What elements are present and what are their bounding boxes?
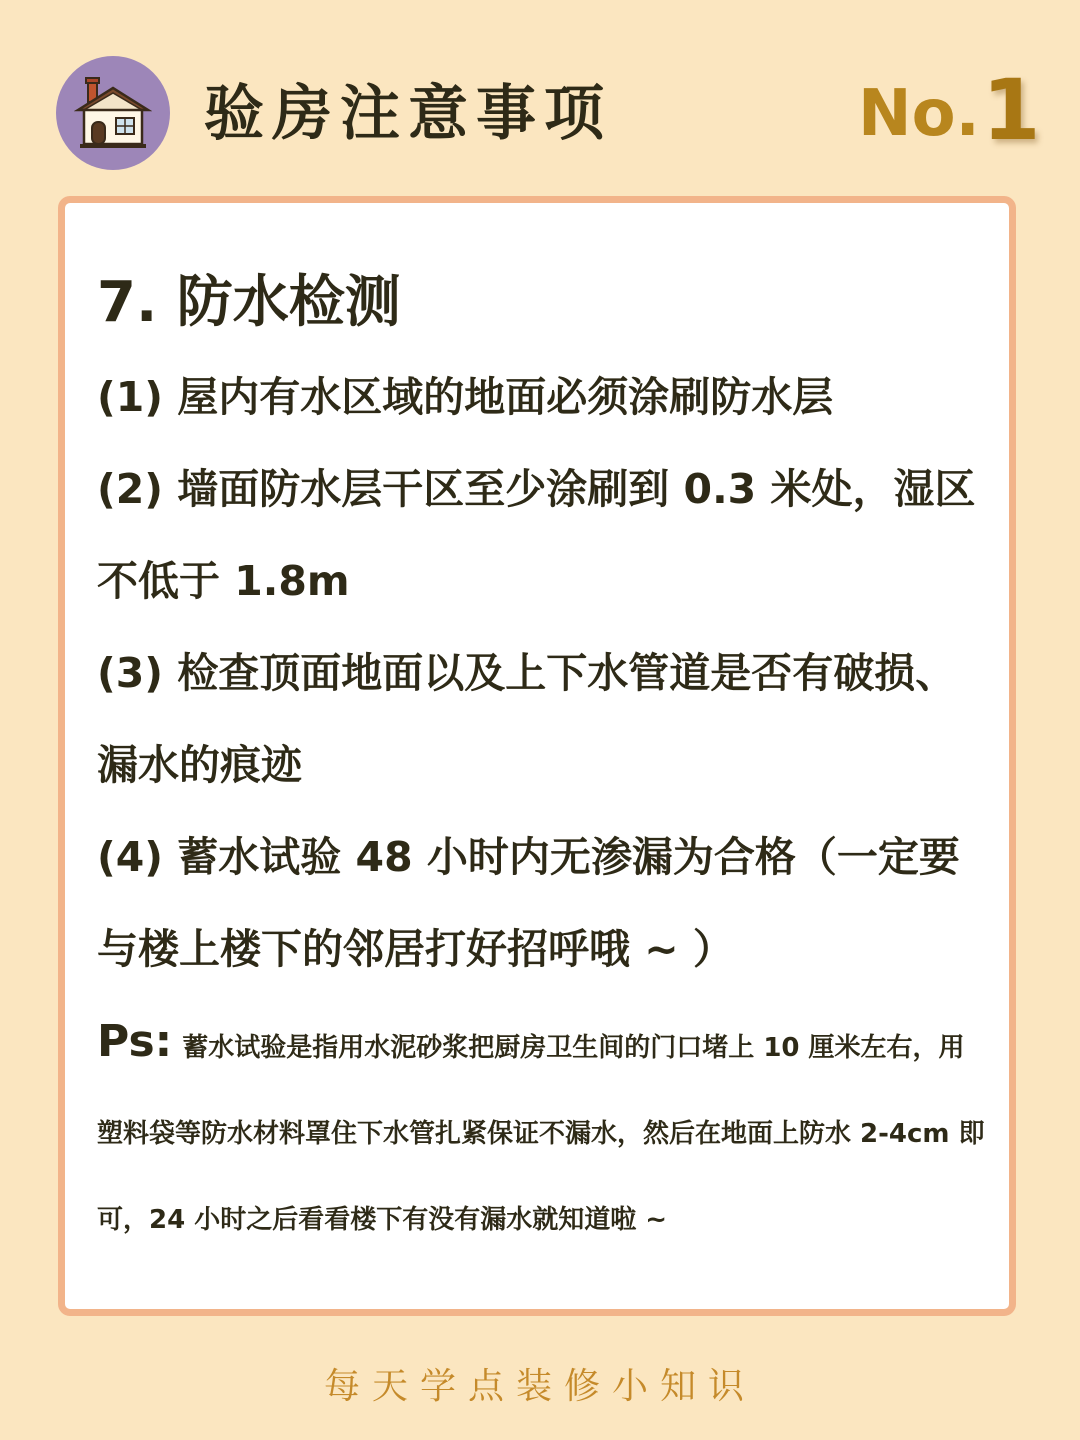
logo: [56, 56, 170, 170]
content-card: [58, 196, 1016, 1316]
header: [0, 0, 1080, 200]
list-item: (4) 蓄水试验 48 小时内无渗漏为合格（一定要与楼上楼下的邻居打好招呼哦 ~ ）: [97, 833, 960, 973]
footer-text: 每天学点装修小知识: [323, 1366, 756, 1407]
list-item: (1) 屋内有水区域的地面必须涂刷防水层: [97, 373, 834, 421]
list-item: (2) 墙面防水层干区至少涂刷到 0.3 米处，湿区不低于 1.8m: [97, 465, 976, 605]
number-value: 1: [982, 61, 1041, 159]
card-content: [97, 257, 985, 1263]
page-title: 验房注意事项: [204, 79, 612, 149]
number-label: No.: [858, 77, 980, 151]
ps-note: [97, 999, 985, 1263]
ps-label: Ps:: [97, 1016, 173, 1067]
list-item: (3) 检查顶面地面以及上下水管道是否有破损、漏水的痕迹: [97, 649, 957, 789]
section-title: 7. 防水检测: [97, 270, 401, 335]
ps-text: 蓄水试验是指用水泥砂浆把厨房卫生间的门口堵上 10 厘米左右，用塑料袋等防水材料罩住下水管扎紧保证不漏水，然后在地面上防水 2-4cm 即可，24 小时之后看看楼下有没有漏水就知道啦 ~: [97, 1033, 985, 1235]
